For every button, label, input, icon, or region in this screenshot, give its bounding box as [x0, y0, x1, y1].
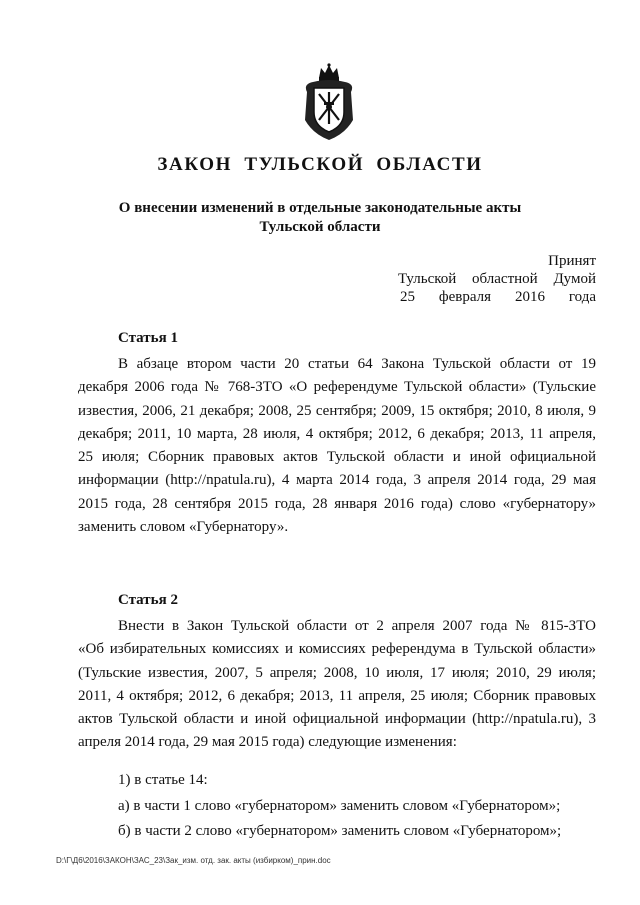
article-1-line: 25 июля; Сборник правовых актов Тульской области и иной официальной: [78, 449, 596, 466]
article-1-text: [78, 353, 596, 539]
coat-of-arms-emblem: [297, 62, 361, 142]
adoption-block: [398, 252, 596, 306]
file-path-footer: D:\Г\Д6\2016\ЗАКОН\ЗАС_23\Зак_изм. отд. зак. акты (избирком)_прин.doc: [56, 856, 331, 865]
article-1-heading: Статья 1: [118, 330, 178, 346]
article-2-line: Внести в Закон Тульской области от 2 апреля 2007 года № 815-ЗТО: [118, 618, 596, 634]
adopted-word-2: областной: [472, 271, 538, 287]
article-2-line: актов Тульской области и иной официальной информации (http://npatula.ru), 3: [78, 711, 596, 728]
article-2-line: апреля 2014 года, 29 мая 2015 года) следующие изменения:: [78, 734, 457, 751]
article-2-line: «Об избирательных комиссиях и комиссиях референдума в Тульской области»: [78, 641, 596, 658]
adopted-month: февраля: [438, 289, 492, 305]
adopted-by-row: [398, 270, 596, 288]
article-2-line: 2011, 4 октября; 2012, 6 декабря; 2013, 11 апреля, 25 июля; Сборник правовых: [78, 687, 596, 704]
article-1-line: заменить словом «Губернатору».: [78, 519, 289, 536]
article-1-line: декабря; 2011, 10 марта, 28 июля, 4 октября; 2012, 6 декабря; 2013, 11 апреля,: [78, 425, 596, 442]
adopted-year-word: года: [568, 289, 596, 305]
adopted-year: 2016: [514, 289, 545, 305]
article-2-line: (Тульские известия, 2007, 5 апреля; 2008, 10 июля, 17 июля; 2010, 29 июля;: [78, 664, 596, 681]
article-2-heading: Статья 2: [118, 592, 178, 608]
subtitle-line-1: О внесении изменений в отдельные законодательные акты: [118, 200, 522, 216]
subtitle-line-2: Тульской области: [259, 219, 381, 235]
article-2-item-1: 1) в статье 14:: [118, 772, 208, 788]
adopted-word-1: Тульской: [398, 271, 457, 287]
law-title: ЗАКОН ТУЛЬСКОЙ ОБЛАСТИ: [157, 154, 483, 175]
adopted-word-3: Думой: [553, 271, 596, 287]
article-1-line: декабря 2006 года № 768-ЗТО «О референдуме Тульской области» (Тульские: [78, 379, 596, 396]
article-1-line: 2015 года, 28 сентября 2015 года, 28 января 2016 года) слово «губернатору»: [78, 495, 596, 512]
law-subtitle: [0, 199, 640, 237]
article-1-line: В абзаце втором части 20 статьи 64 Закона Тульской области от 19: [118, 356, 596, 372]
article-1-line: информации (http://npatula.ru), 4 марта 2014 года, 3 апреля 2014 года, 29 мая: [78, 472, 596, 489]
adopted-day: 25: [400, 289, 415, 305]
article-2-item-a: а) в части 1 слово «губернатором» заменить словом «Губернатором»;: [118, 798, 561, 814]
adopted-date-row: [398, 288, 596, 306]
adopted-label: Принят: [548, 253, 596, 269]
article-1-line: известия, 2006, 21 декабря; 2008, 25 сентября; 2009, 15 октября; 2010, 8 июля, 9: [78, 402, 596, 419]
article-2-text: [78, 615, 596, 755]
article-2-item-b: б) в части 2 слово «губернатором» заменить словом «Губернатором»;: [118, 823, 562, 839]
